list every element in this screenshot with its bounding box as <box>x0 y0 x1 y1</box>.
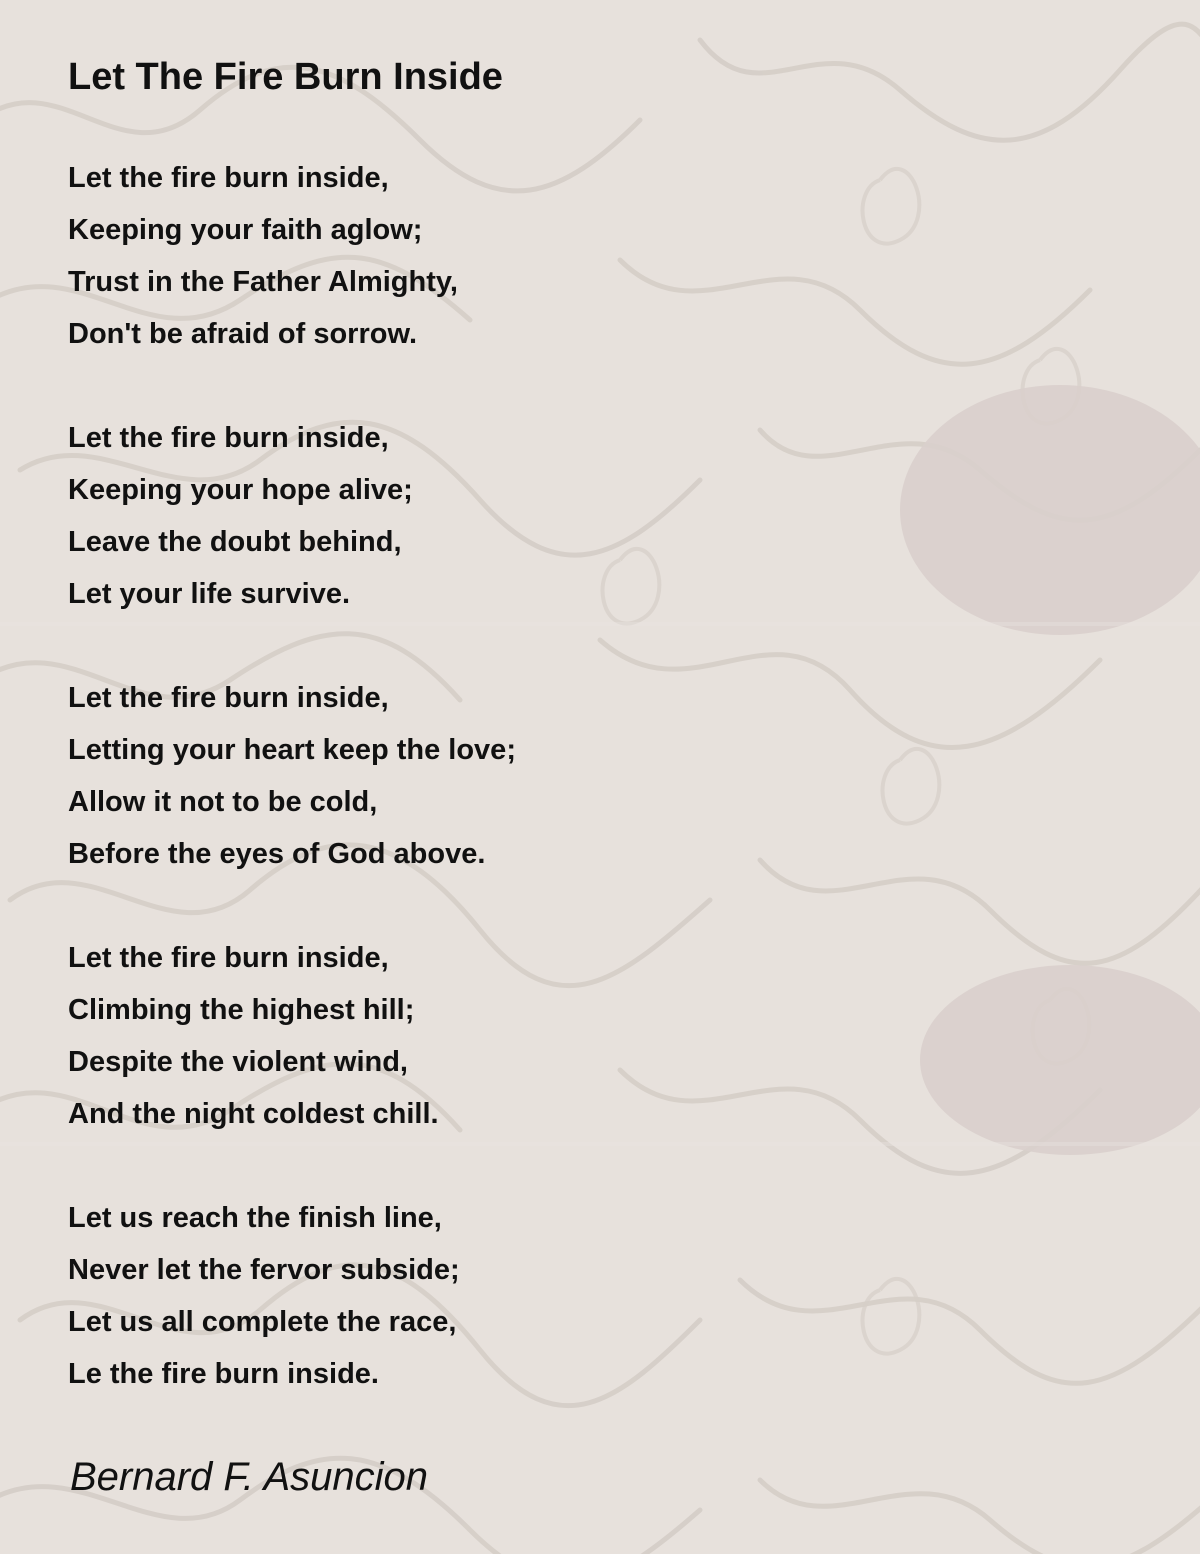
poem-line: Allow it not to be cold, <box>68 786 378 818</box>
poem-line: Trust in the Father Almighty, <box>68 266 458 298</box>
poem-line: Let us all complete the race, <box>68 1306 457 1338</box>
poem-line: Keeping your hope alive; <box>68 474 413 506</box>
poem-line: Letting your heart keep the love; <box>68 734 516 766</box>
poem-line: Don't be afraid of sorrow. <box>68 318 418 350</box>
stanza-1 <box>68 152 1068 360</box>
poem-line: Let your life survive. <box>68 578 351 610</box>
poem-body <box>68 152 1068 1452</box>
poem-line: Let the fire burn inside, <box>68 942 389 974</box>
stanza-2 <box>68 412 1068 620</box>
poem-line: Despite the violent wind, <box>68 1046 408 1078</box>
poem-line: And the night coldest chill. <box>68 1098 439 1130</box>
poem-line: Keeping your faith aglow; <box>68 214 423 246</box>
stanza-4 <box>68 932 1068 1140</box>
poem-line: Climbing the highest hill; <box>68 994 415 1026</box>
stanza-5 <box>68 1192 1068 1400</box>
poem-line: Let the fire burn inside, <box>68 422 389 454</box>
poem-line: Leave the doubt behind, <box>68 526 402 558</box>
poem-title: Let The Fire Burn Inside <box>68 56 503 98</box>
poem-line: Let the fire burn inside, <box>68 682 389 714</box>
stanza-3 <box>68 672 1068 880</box>
poem-line: Let the fire burn inside, <box>68 162 389 194</box>
poem-line: Before the eyes of God above. <box>68 838 486 870</box>
poem-line: Let us reach the finish line, <box>68 1202 442 1234</box>
poem-line: Le the fire burn inside. <box>68 1358 379 1390</box>
poem-line: Never let the fervor subside; <box>68 1254 460 1286</box>
poem-author: Bernard F. Asuncion <box>70 1455 428 1499</box>
